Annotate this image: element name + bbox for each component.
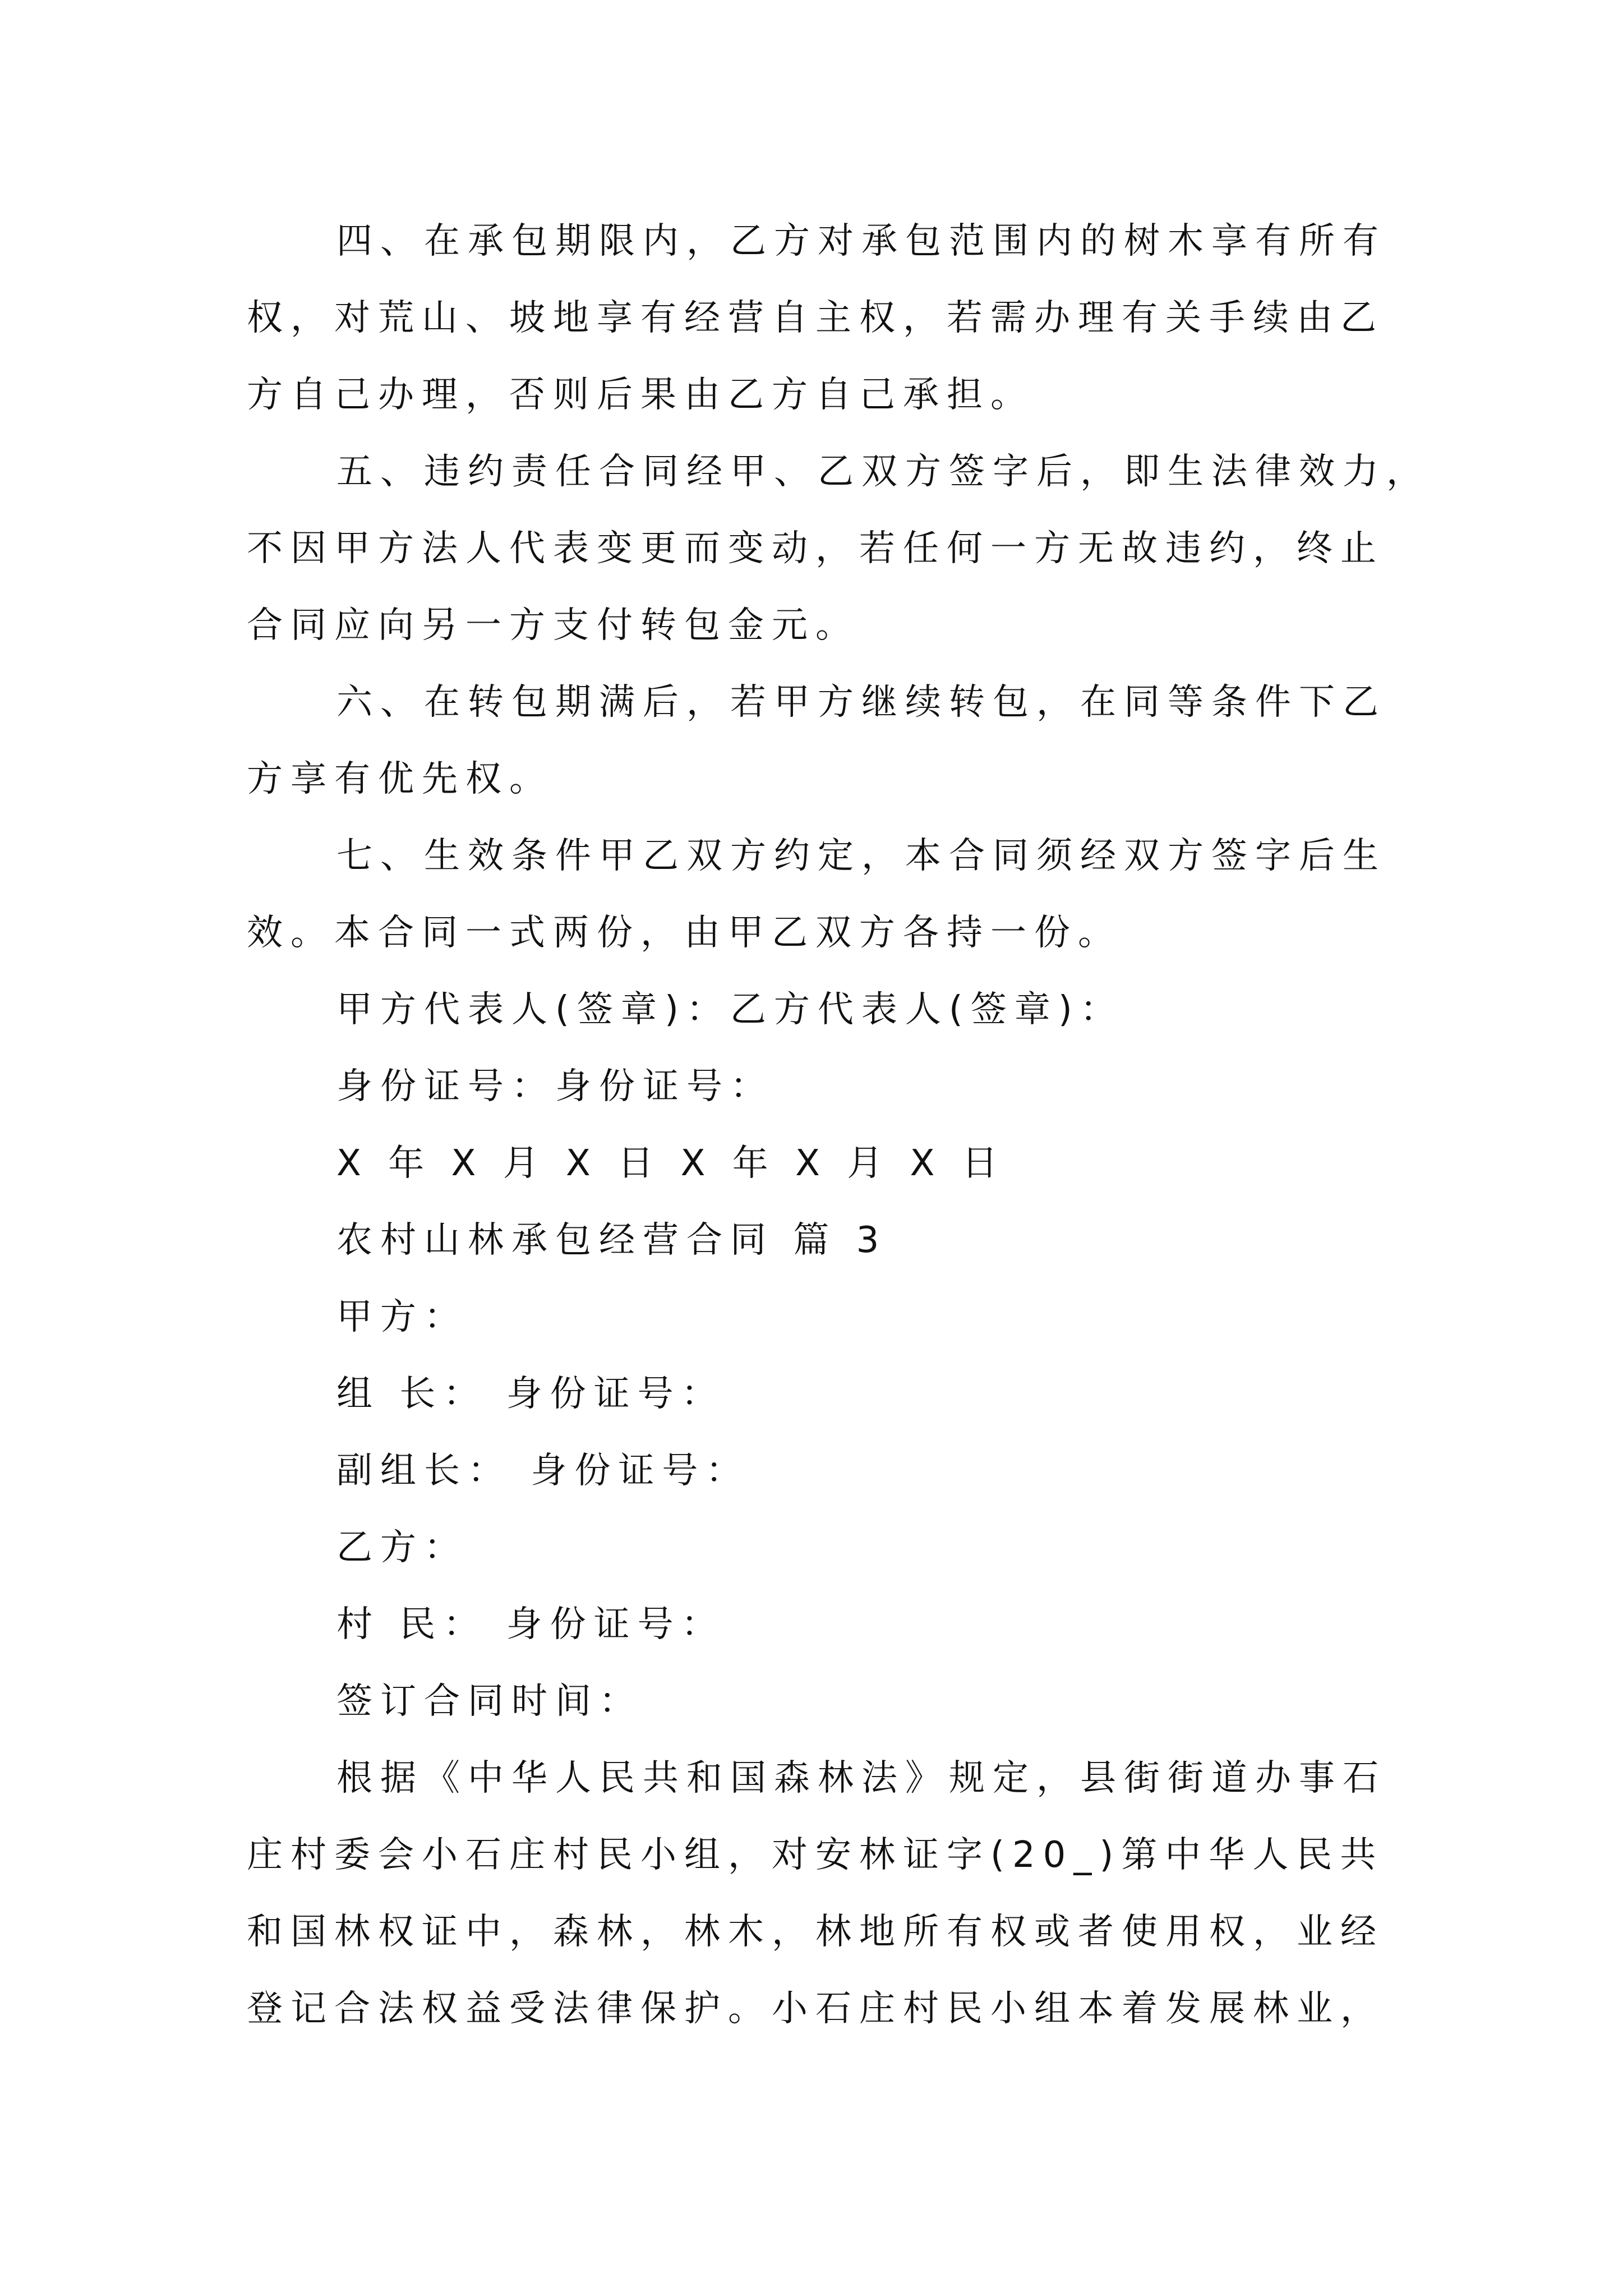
clause-4-line-1: 四、在承包期限内，乙方对承包范围内的树木享有所有 [336,220,1386,262]
preamble-line-1: 根据《中华人民共和国森林法》规定，县街街道办事石 [336,1757,1386,1799]
party-b-label: 乙方： [336,1527,468,1568]
clause-5-line-3: 合同应向另一方支付转包金元。 [247,605,859,646]
deputy-leader-line: 副组长： 身份证号： [336,1450,750,1492]
clause-7-line-1: 七、生效条件甲乙双方约定，本合同须经双方签字后生 [336,835,1386,877]
date-line: X 年 X 月 X 日 X 年 X 月 X 日 [336,1143,1006,1184]
villager-line: 村 民： 身份证号： [336,1604,725,1645]
id-number-line: 身份证号：身份证号： [336,1066,774,1107]
preamble-line-3: 和国林权证中，森林，林木，林地所有权或者使用权，业经 [247,1911,1384,1953]
clause-6-line-2: 方享有优先权。 [247,758,553,800]
clause-4-line-2: 权，对荒山、坡地享有经营自主权，若需办理有关手续由乙 [247,297,1384,339]
group-leader-line: 组 长： 身份证号： [336,1373,725,1415]
clause-6-line-1: 六、在转包期满后，若甲方继续转包，在同等条件下乙 [336,682,1386,723]
preamble-line-4: 登记合法权益受法律保护。小石庄村民小组本着发展林业， [247,1988,1384,2030]
signature-line: 甲方代表人(签章)：乙方代表人(签章)： [336,989,1124,1030]
signing-date-line: 签订合同时间： [336,1681,643,1722]
clause-4-line-3: 方自己办理，否则后果由乙方自己承担。 [247,374,1034,416]
clause-5-line-2: 不因甲方法人代表变更而变动，若任何一方无故违约，终止 [247,528,1384,569]
party-a-label: 甲方： [336,1296,468,1338]
clause-7-line-2: 效。本合同一式两份，由甲乙双方各持一份。 [247,912,1122,954]
preamble-line-2: 庄村委会小石庄村民小组，对安林证字(20_)第中华人民共 [247,1834,1384,1876]
clause-5-line-1: 五、违约责任合同经甲、乙双方签字后，即生法律效力， [336,451,1430,493]
section-title: 农村山林承包经营合同 篇 3 [336,1220,887,1261]
